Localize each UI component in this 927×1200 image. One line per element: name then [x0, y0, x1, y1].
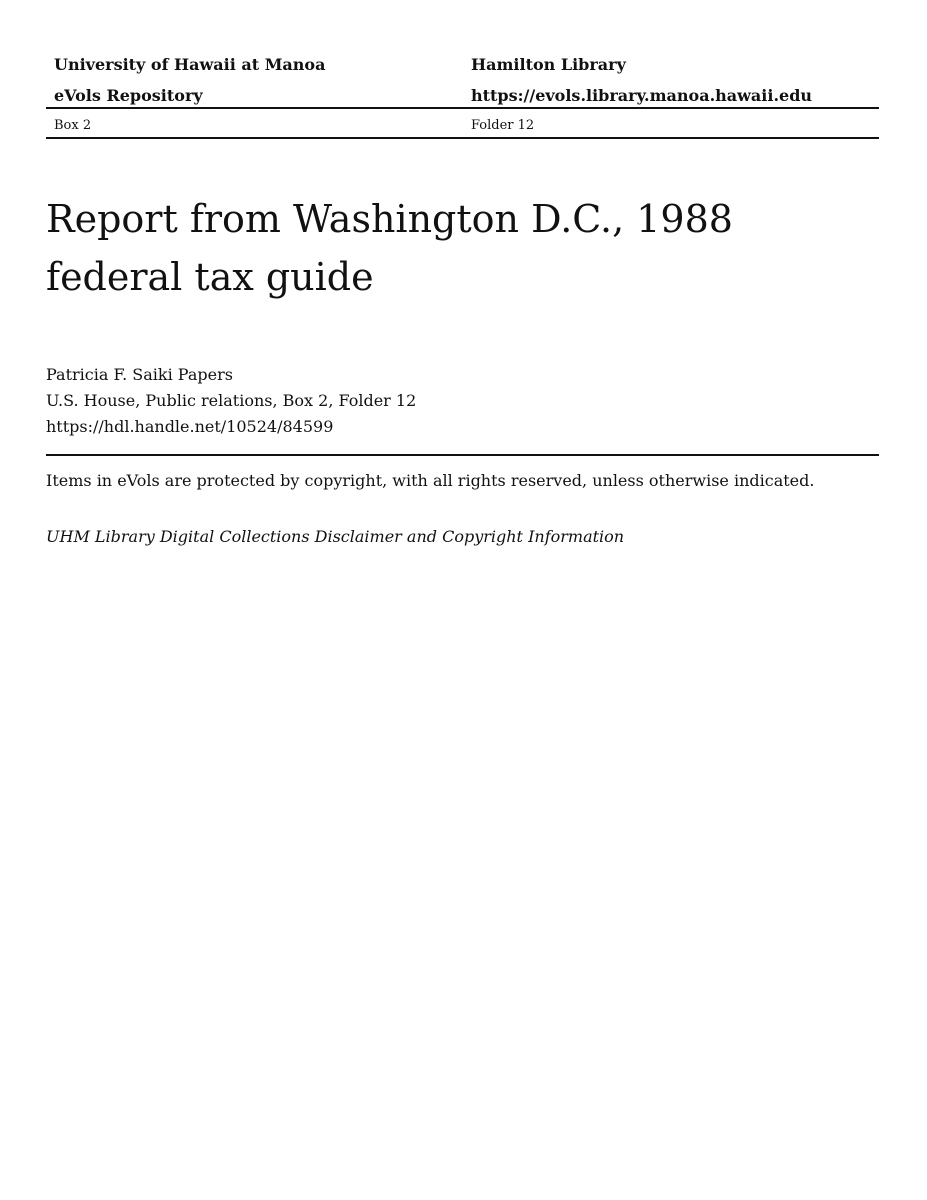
document-metadata — [46, 362, 879, 440]
repository-name: eVols Repository — [54, 86, 203, 105]
header-row-repository — [46, 86, 879, 116]
series-location: U.S. House, Public relations, Box 2, Folder 12 — [46, 391, 417, 410]
institution-name: University of Hawaii at Manoa — [54, 55, 326, 74]
document-title: Report from Washington D.C., 1988 federal tax guide — [46, 197, 733, 299]
header-row-institution — [46, 55, 879, 85]
handle-url-link[interactable]: https://hdl.handle.net/10524/84599 — [46, 417, 334, 436]
rights-statement: Items in eVols are protected by copyright, with all rights reserved, unless otherwise indicated. — [46, 471, 815, 490]
disclaimer-link[interactable]: UHM Library Digital Collections Disclaimer and Copyright Information — [46, 527, 625, 546]
location-row — [46, 117, 879, 135]
header-divider-bottom — [46, 137, 879, 139]
box-label: Box 2 — [54, 118, 92, 133]
footer-divider — [46, 454, 879, 456]
collection-name: Patricia F. Saiki Papers — [46, 365, 233, 384]
folder-label: Folder 12 — [471, 118, 535, 133]
library-name: Hamilton Library — [471, 55, 626, 74]
repository-url-link[interactable]: https://evols.library.manoa.hawaii.edu — [471, 86, 813, 105]
header-divider-top — [46, 107, 879, 109]
